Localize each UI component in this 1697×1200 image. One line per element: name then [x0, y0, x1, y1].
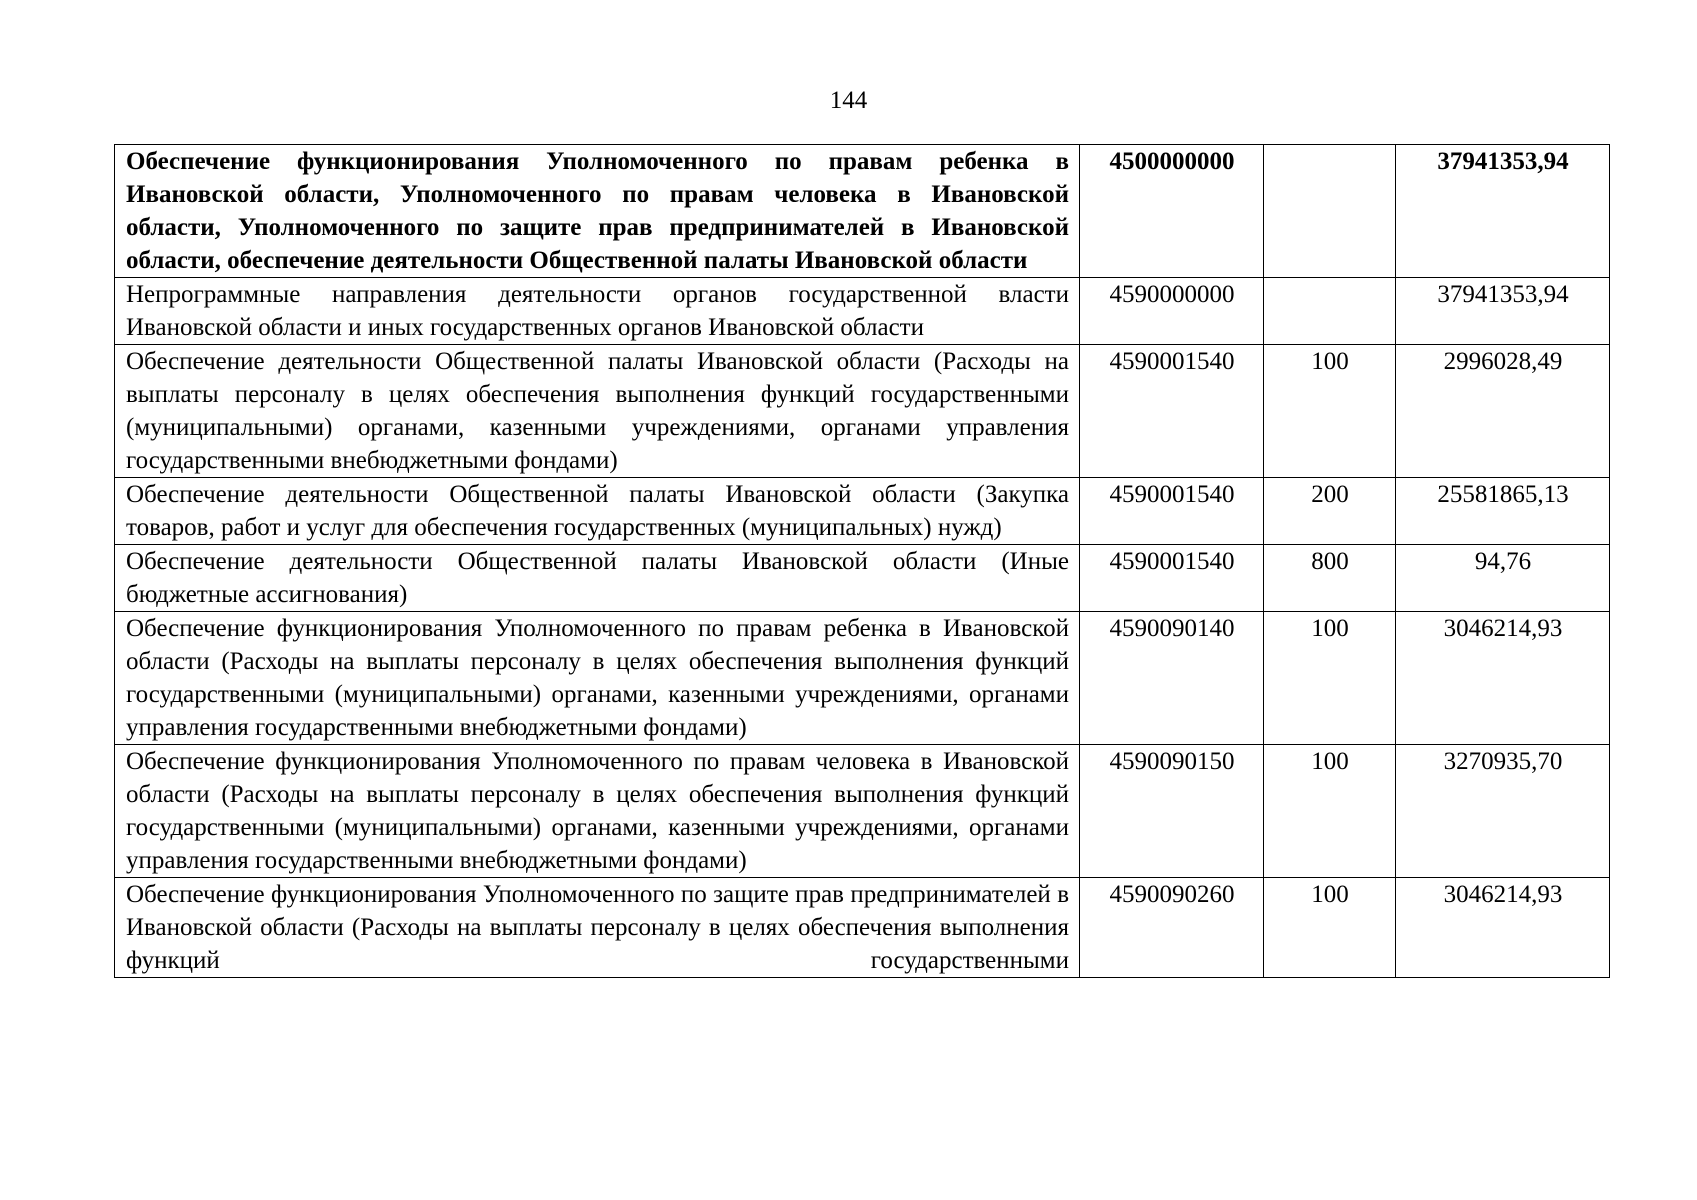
table-row — [115, 878, 1610, 978]
row-amount-cell: 37941353,94 — [1396, 278, 1610, 345]
row-amount-cell: 94,76 — [1396, 545, 1610, 612]
row-name-cell: Обеспечение деятельности Общественной палаты Ивановской области (Расходы на выплаты персоналу в целях обеспечения выполнения функций государственными (муниципальными) органами, казенными учреждениями, органами управления государственными внебюджетными фондами) — [115, 345, 1080, 478]
row-expense-type-cell: 100 — [1264, 878, 1396, 978]
budget-table — [114, 144, 1610, 978]
row-name-cell: Обеспечение функционирования Уполномоченного по правам человека в Ивановской области (Расходы на выплаты персоналу в целях обеспечения выполнения функций государственными (муниципальными) органами, казенными учреждениями, органами управления государственными внебюджетными фондами) — [115, 745, 1080, 878]
table-row — [115, 278, 1610, 345]
row-code-cell: 4590090150 — [1080, 745, 1264, 878]
row-code-cell: 4590001540 — [1080, 545, 1264, 612]
row-code-cell: 4590001540 — [1080, 345, 1264, 478]
row-name-cell: Обеспечение деятельности Общественной палаты Ивановской области (Закупка товаров, работ и услуг для обеспечения государственных (муниципальных) нужд) — [115, 478, 1080, 545]
row-name-cell: Обеспечение функционирования Уполномоченного по правам ребенка в Ивановской области (Расходы на выплаты персоналу в целях обеспечения выполнения функций государственными (муниципальными) органами, казенными учреждениями, органами управления государственными внебюджетными фондами) — [115, 612, 1080, 745]
row-amount-cell: 37941353,94 — [1396, 145, 1610, 278]
row-code-cell: 4590090140 — [1080, 612, 1264, 745]
row-name-cell: Обеспечение функционирования Уполномоченного по защите прав предпринимателей в Ивановской области (Расходы на выплаты персоналу в целях обеспечения выполнения функций государственными — [115, 878, 1080, 978]
table-row — [115, 612, 1610, 745]
budget-table-body — [115, 145, 1610, 978]
table-row — [115, 745, 1610, 878]
table-row — [115, 478, 1610, 545]
row-code-cell: 4590000000 — [1080, 278, 1264, 345]
row-expense-type-cell: 100 — [1264, 612, 1396, 745]
row-code-cell: 4500000000 — [1080, 145, 1264, 278]
row-expense-type-cell: 100 — [1264, 745, 1396, 878]
row-expense-type-cell — [1264, 145, 1396, 278]
table-row — [115, 345, 1610, 478]
row-name-cell: Непрограммные направления деятельности органов государственной власти Ивановской области и иных государственных органов Ивановской области — [115, 278, 1080, 345]
row-expense-type-cell: 200 — [1264, 478, 1396, 545]
table-row — [115, 145, 1610, 278]
page-number: 144 — [829, 87, 868, 114]
row-code-cell: 4590090260 — [1080, 878, 1264, 978]
table-row — [115, 545, 1610, 612]
row-name-cell: Обеспечение функционирования Уполномоченного по правам ребенка в Ивановской области, Уполномоченного по правам человека в Ивановской области, Уполномоченного по защите прав предпринимателей в Ивановской области, обеспечение деятельности Общественной палаты Ивановской области — [115, 145, 1080, 278]
row-expense-type-cell: 100 — [1264, 345, 1396, 478]
row-code-cell: 4590001540 — [1080, 478, 1264, 545]
row-amount-cell: 3270935,70 — [1396, 745, 1610, 878]
row-name-cell: Обеспечение деятельности Общественной палаты Ивановской области (Иные бюджетные ассигнования) — [115, 545, 1080, 612]
row-expense-type-cell: 800 — [1264, 545, 1396, 612]
row-amount-cell: 2996028,49 — [1396, 345, 1610, 478]
row-amount-cell: 25581865,13 — [1396, 478, 1610, 545]
row-amount-cell: 3046214,93 — [1396, 878, 1610, 978]
row-expense-type-cell — [1264, 278, 1396, 345]
row-amount-cell: 3046214,93 — [1396, 612, 1610, 745]
